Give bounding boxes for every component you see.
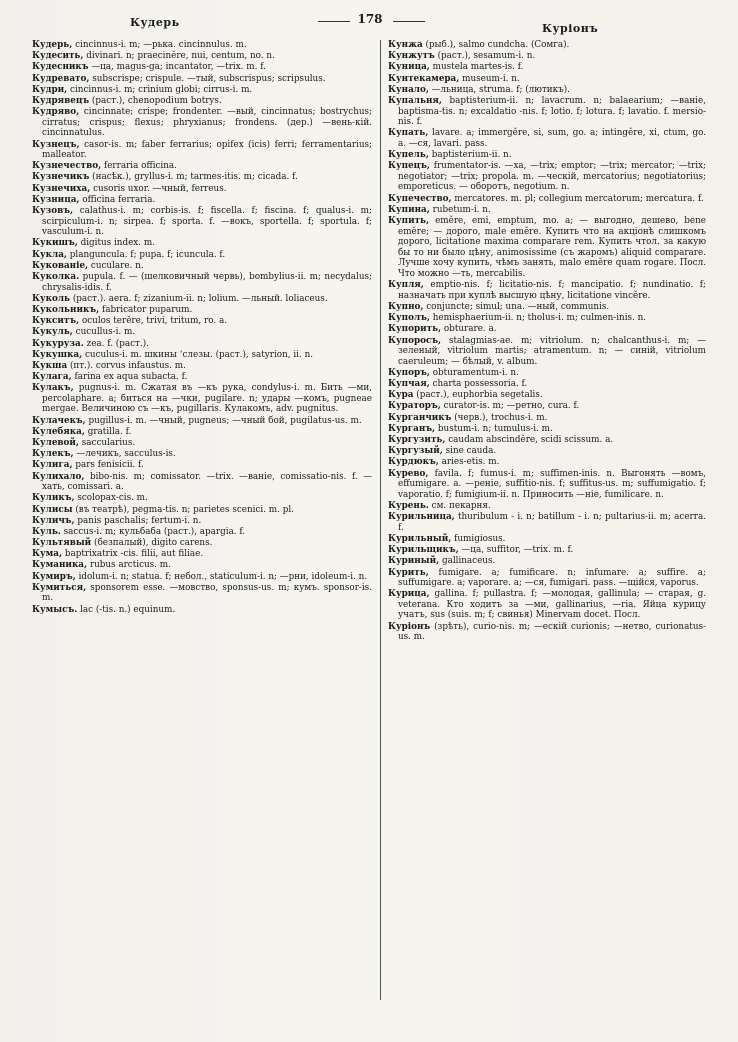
dictionary-entry [388, 40, 706, 51]
entry-definition: oculos terĕre, trivi, tritum, ro. a. [81, 316, 228, 327]
dictionary-entry [32, 438, 372, 449]
entry-headword: Купно, [388, 301, 424, 312]
entry-headword: Кулекъ, [32, 449, 74, 460]
dictionary-entry [388, 446, 706, 457]
dictionary-entry [32, 361, 372, 372]
dictionary-entry [388, 534, 706, 545]
entry-headword: Кулевой, [32, 438, 79, 448]
dictionary-entry [32, 261, 372, 272]
entry-definition: rubus arcticus. m. [89, 560, 171, 571]
entry-definition: —лечикъ, sacculus-is. [76, 449, 176, 460]
entry-definition: saccus-i. m; кульбаба (раст.), apargia. f. [63, 526, 246, 537]
entry-headword: Кукуль, [32, 327, 73, 338]
entry-headword: Кума, [32, 549, 63, 560]
entry-definition: (раст.), sesamum-i. n. [437, 51, 536, 62]
entry-definition: baptisterium-ii. n; lavacrum. n; balaearium; —ваніе, baptisma-tis. n; excaldatio -nis. f; lotio. f; lotura. f; lavatio. f. mersio-nis. f. [398, 95, 706, 128]
entry-definition: pugillus-i. m. —чный, pugneus; —чный бой, pugilatus-us. m. [88, 415, 362, 426]
entry-definition: hemisphaerium-ii. n; tholus-i. m; culmen-inis. n. [432, 313, 647, 324]
entry-definition: pugnus-i. m. Сжатая въ —къ рука, condylus-i. m. Бить —ми, percolaphare. a; биться на —чки, pugilare. n; удары —комъ, pugneae mergae. Величиною съ —къ, pugillaris. Кулакомъ, adv. pugnitus. [42, 383, 372, 415]
dictionary-entry [388, 413, 706, 424]
entry-headword: Куликъ, [32, 493, 75, 504]
dictionary-entry [32, 427, 372, 438]
dictionary-entry [32, 449, 372, 460]
dictionary-entry [32, 305, 372, 316]
entry-headword: Кукла, [32, 249, 67, 260]
dictionary-entry [388, 302, 706, 313]
dictionary-entry [388, 96, 706, 128]
entry-definition: cusoris uxor. —чный, ferreus. [93, 183, 227, 194]
dictionary-entry [32, 493, 372, 504]
dictionary-entry [388, 205, 706, 216]
entry-headword: Курдюкъ, [388, 457, 439, 468]
entry-definition: lavare. a; immergĕre, si, sum, go. a; intingĕre, xi, ctum, go. a. —ся, lavari. pass. [398, 128, 706, 149]
entry-headword: Куль. [32, 526, 61, 537]
entry-definition: cincinnus-i. m; crinium globi; cirrus-i. m. [70, 84, 253, 95]
entry-headword: Кузнечество, [32, 161, 102, 172]
dictionary-entry [32, 272, 372, 293]
dictionary-entry [32, 339, 372, 350]
dictionary-entry [388, 85, 706, 96]
entry-headword: Кукольникъ, [32, 304, 100, 315]
dictionary-entry [32, 107, 372, 139]
entry-headword: Куполъ, [388, 313, 430, 324]
dictionary-entry [32, 51, 372, 62]
entry-definition: gallinaceus. [441, 556, 496, 567]
entry-headword: Кулихало, [32, 471, 85, 482]
entry-definition: (въ театрѣ), pegma-tis. n; parietes scenici. m. pl. [75, 504, 294, 515]
entry-headword: Кукишъ, [32, 238, 78, 249]
dictionary-entry [32, 583, 372, 604]
entry-headword: Кулига, [32, 460, 73, 471]
entry-headword: Кулага, [32, 372, 72, 383]
dictionary-entry [388, 401, 706, 412]
column-divider [380, 40, 381, 1000]
entry-headword: Кузница, [32, 194, 80, 205]
page-number: 178 [357, 12, 383, 26]
dictionary-entry [388, 128, 706, 149]
dictionary-entry [32, 184, 372, 195]
dictionary-entry [388, 194, 706, 205]
dictionary-entry [32, 605, 372, 616]
header-rule-right [393, 21, 425, 22]
entry-headword: Кунало, [388, 84, 429, 95]
dictionary-entry [388, 469, 706, 501]
entry-headword: Курганъ, [388, 423, 436, 434]
entry-headword: Культявый [32, 538, 92, 549]
entry-headword: Кузнечиха, [32, 183, 91, 194]
entry-definition: aries-etis. m. [441, 457, 500, 468]
entry-headword: Купчая, [388, 379, 430, 390]
entry-headword: Кулакъ, [32, 383, 74, 394]
dictionary-entry [32, 460, 372, 471]
entry-definition: (зрѣть), curio-nis. m; —ескій curionis; —нетво, curionatus-us. m. [398, 621, 706, 643]
entry-definition: —ца, magus-ga; incantator, —trix. m. f. [91, 62, 266, 73]
entry-headword: Кузнецъ, [32, 139, 80, 150]
entry-headword: Курильный, [388, 533, 452, 544]
entry-headword: Купецъ, [388, 161, 430, 172]
dictionary-entry [388, 390, 706, 401]
entry-definition: (рыб.), salmo cundcha. (Сомга). [425, 40, 570, 50]
entry-definition: lac (-tis. n.) equinum. [80, 604, 176, 615]
entry-definition: panis paschalis; fertum-i. n. [77, 515, 202, 526]
entry-definition: (раст.), euphorbia segetalis. [416, 390, 543, 401]
dictionary-entry [388, 568, 706, 589]
entry-headword: Куколь [32, 293, 71, 304]
entry-headword: Купить, [388, 216, 430, 227]
entry-definition: frumentator-is. —ха, —trix; emptor; —trix; mercator; —trix; negotiator; —trix; propola. m. —ческій, mercatorius; negotiatorius; emporeticus. — оборотъ, negotium. n. [398, 161, 706, 193]
dictionary-entry [388, 379, 706, 390]
dictionary-entry [32, 294, 372, 305]
entry-definition: bustum-i. n; tumulus-i. m. [437, 423, 553, 434]
entry-headword: Купечество, [388, 193, 452, 204]
dictionary-entry [32, 538, 372, 549]
entry-headword: Кузнечикъ [32, 172, 90, 183]
dictionary-entry [388, 545, 706, 556]
entry-definition: cuculare. n. [90, 260, 144, 271]
entry-definition: fumigare. a; fumificare. n; infumare. a; suffire. a; suffumigare. a; vaporare. a; —ся, fumigari. pass. —щійся, vaporus. [398, 567, 706, 589]
dictionary-entry [388, 51, 706, 62]
entry-definition: obturamentum-i. n. [432, 367, 519, 378]
entry-headword: Кумиръ, [32, 571, 76, 582]
dictionary-entry [32, 40, 372, 51]
entry-definition: digitus index. m. [80, 238, 155, 249]
dictionary-entry [388, 74, 706, 85]
entry-headword: Кукушка, [32, 349, 83, 360]
dictionary-entry [32, 549, 372, 560]
entry-headword: Кургузый, [388, 446, 443, 457]
entry-definition: favila. f; fumus-i. m; suffimen-inis. n. Выгонять —вомъ, effumigare. a. —реніе, suffitio-nis. f; suffitus-us. m; suffumigatio. f; vaporatio. f; fumigium-ii. n. Приносить —ніе, fumilicare. n. [398, 468, 706, 500]
running-head [0, 8, 738, 36]
dictionary-entry [32, 350, 372, 361]
entry-definition: bibo-nis. m; comissator. —trix. —ваніе, comissatio-nis. f. —хать, comissari. a. [42, 471, 372, 493]
entry-headword: Кузовъ, [32, 206, 74, 217]
entry-definition: casor-is. m; faber ferrarius; opifex (icis) ferri; ferramentarius; malleator. [42, 139, 372, 161]
entry-definition: obturare. a. [443, 324, 497, 335]
dictionary-entry [388, 313, 706, 324]
entry-headword: Кумиться, [32, 582, 87, 593]
dictionary-entry [32, 62, 372, 73]
entry-definition: см. пекарня. [431, 500, 491, 511]
dictionary-entry [32, 161, 372, 172]
entry-headword: Купель, [388, 150, 429, 161]
entry-headword: Кудесникъ [32, 62, 89, 73]
dictionary-entry [32, 140, 372, 161]
entry-definition: baptisterium-ii. n. [431, 150, 512, 161]
dictionary-entry [32, 516, 372, 527]
header-last-word: Куріонъ [542, 22, 599, 35]
dictionary-entry [32, 383, 372, 415]
entry-definition: farina ex aqua subacta. f. [74, 372, 188, 383]
entry-headword: Кукша [32, 360, 68, 371]
entry-headword: Кудри, [32, 84, 68, 95]
dictionary-entry [32, 327, 372, 338]
entry-headword: Купать, [388, 128, 429, 139]
entry-definition: sponsorem esse. —мовство, sponsus-us. m; кумъ. sponsor-is. m. [42, 582, 372, 604]
entry-definition: (пт.). corvus infaustus. m. [69, 360, 186, 371]
entry-headword: Курица, [388, 589, 430, 600]
entry-definition: cuculus-i. m. шкины ʻслезы. (раст.), satyrion, ii. n. [84, 349, 314, 360]
entry-definition: conjuncte; simul; una. —ный, communis. [426, 301, 610, 312]
entry-definition: (безпалый), digito carens. [94, 538, 213, 549]
entry-headword: Кура [388, 390, 414, 401]
entry-headword: Кулачекъ, [32, 415, 86, 426]
entry-headword: Купоросъ, [388, 335, 442, 346]
entry-definition: divinari. n; praecinĕre, nui, centum, no. n. [86, 51, 275, 62]
dictionary-entry [32, 527, 372, 538]
entry-definition: idolum-i. n; statua. f; небол., staticulum-i. n; —рни, idoleum-i. n. [78, 571, 368, 582]
entry-headword: Курить, [388, 567, 429, 578]
entry-definition: saccularius. [81, 438, 136, 448]
entry-headword: Куница, [388, 62, 430, 73]
entry-headword: Кудесить, [32, 51, 84, 62]
entry-headword: Куличъ, [32, 515, 75, 526]
entry-headword: Курильщикъ, [388, 545, 459, 556]
entry-definition: —льница, struma. f; (лютикъ). [431, 84, 570, 95]
entry-definition: fabricator puparum. [101, 304, 193, 315]
dictionary-entry [32, 316, 372, 327]
entry-headword: Кураторъ, [388, 401, 441, 412]
dictionary-entry [388, 556, 706, 567]
entry-definition: —ца, suffitor, —trix. m. f. [461, 545, 574, 556]
entry-definition: rubetum-i. n. [432, 204, 491, 215]
entry-headword: Купальня, [388, 95, 442, 106]
entry-definition: cincinnus-i. m; —рька. cincinnulus. m. [75, 40, 247, 50]
header-first-word: Кудерь [130, 16, 180, 29]
dictionary-entry [388, 150, 706, 161]
entry-definition: charta possessoria. f. [432, 379, 528, 390]
left-column [32, 40, 372, 1030]
dictionary-entry [388, 424, 706, 435]
entry-definition: plangunculа. f; pupa. f; icuncula. f. [69, 249, 226, 260]
entry-definition: cucullus-i. m. [75, 327, 136, 338]
dictionary-entry [388, 589, 706, 621]
entry-headword: Кургузить, [388, 435, 446, 446]
entry-definition: mercatores. m. pl; collegium mercatorum; mercatura. f. [454, 193, 704, 204]
entry-definition: curator-is. m; —ретно, cura. f. [443, 401, 580, 412]
dictionary-entry [32, 85, 372, 96]
entry-definition: gallina. f; pullastra. f; —молодая, gallinula; — старая, g. veterana. Кто ходитъ за —ми, gallinarius, —ria. Яйца курицу учатъ, sus (suis. m; f; свинья) Minervam docet. Посл. [398, 589, 706, 621]
entry-headword: Купоръ, [388, 367, 430, 378]
entry-headword: Курево, [388, 468, 429, 479]
dictionary-entry [388, 280, 706, 301]
entry-definition: pupula. f. — (шелковичный червь), bombylius-ii. m; necydalus; chrysalis-idis. f. [42, 271, 372, 293]
entry-headword: Кумысъ. [32, 604, 78, 615]
dictionary-entry [32, 560, 372, 571]
entry-definition: zea. f. (раст.). [86, 338, 149, 349]
dictionary-entry [32, 472, 372, 493]
dictionary-entry [388, 324, 706, 335]
entry-definition: museum-i. n. [462, 73, 520, 84]
dictionary-entry [388, 512, 706, 533]
entry-headword: Кудреватo, [32, 73, 90, 84]
entry-definition: cincinnate; crispe; frondenter. —вый, cincinnatus; bostrychus; cirratus; crispus; flexus; phryxianus; frondens. (дер.) —вень-кій. cincinnatulus. [42, 107, 372, 139]
entry-headword: Курганчикъ [388, 412, 452, 423]
dictionary-entry [388, 501, 706, 512]
dictionary-entry [388, 62, 706, 73]
entry-headword: Кунтекамера, [388, 73, 460, 84]
entry-definition: caudam abscindĕre, scidi scissum. a. [448, 435, 614, 446]
entry-definition: calathus-i. m; corbis-is. f; fiscella. f; fiscina. f; qualus-i. m; scirpiculum-i. n; sirpea. f; sporta. f. —вокъ, sportella. f; sportula. f; vasculum-i. n. [42, 206, 372, 238]
dictionary-entry [388, 435, 706, 446]
right-column [388, 40, 706, 1030]
entry-definition: (насѣк.), gryllus-i. m; tarmes-itis. m; cicada. f. [92, 172, 298, 183]
entry-headword: Куманика, [32, 560, 88, 571]
entry-headword: Купля, [388, 280, 424, 291]
entry-headword: Купина, [388, 204, 430, 215]
entry-headword: Курень. [388, 500, 429, 511]
entry-headword: Кунжутъ [388, 51, 435, 62]
entry-definition: gratilla. f. [87, 426, 132, 437]
entry-headword: Кунжа [388, 40, 423, 50]
entry-definition: officina ferraria. [82, 194, 156, 205]
entry-definition: fumigiosus. [454, 533, 506, 544]
dictionary-entry [32, 206, 372, 238]
dictionary-entry [32, 372, 372, 383]
dictionary-entry [32, 96, 372, 107]
dictionary-entry [388, 622, 706, 643]
entry-definition: scolopax-cis. m. [77, 493, 148, 504]
entry-definition: emĕre, emi, emptum, mo. a; — выгодно, дешево, bene emĕre; — дорого, male emĕre. Купить что на акціонѣ слишкомъ дорого, licitatione maxima comparare rem. Купить чтол. за какую бы то ни было цѣну, animosissime (съ жаромъ) aliquid comparare. Лучше хочу купить, чѣмъ занять, malo emĕre quam rogare. Посл. Что можно —ть, mercabilis. [398, 216, 706, 279]
dictionary-entry [32, 505, 372, 516]
entry-definition: stalagmias-ae. m; vitriolum. n; chalcanthus-i. m; — зеленый, vitriolum martis; atramentum. n; — синій, vitriolum caeruleum; — бѣлый, v. album. [398, 335, 706, 367]
entry-definition: subscrispe; crispule. —тый, subscrispus; scripsulus. [92, 73, 326, 84]
entry-headword: Кудерь, [32, 40, 73, 50]
dictionary-entry [388, 336, 706, 368]
dictionary-entry [388, 368, 706, 379]
entry-definition: emptio-nis. f; licitatio-nis. f; mancipatio. f; nundinatio. f; назначать при куплѣ высшую цѣну, licitatione vincĕre. [398, 280, 706, 301]
dictionary-entry [32, 74, 372, 85]
entry-headword: Куколка. [32, 271, 80, 282]
dictionary-entry [32, 172, 372, 183]
entry-definition: (раст.), chenopodium botrys. [91, 95, 222, 106]
entry-definition: baptrixatrix -cis. filii, aut filiae. [64, 549, 204, 560]
dictionary-entry [388, 457, 706, 468]
entry-definition: mustela martes-is. f. [432, 62, 524, 73]
dictionary-entry [32, 250, 372, 261]
entry-headword: Кудряво, [32, 107, 80, 118]
dictionary-entry [388, 161, 706, 193]
entry-headword: Куріонъ [388, 621, 431, 632]
entry-headword: Кукованіе, [32, 260, 89, 271]
entry-definition: ferraria officina. [103, 161, 177, 172]
entry-definition: (черв.), trochus-i. m. [454, 412, 548, 423]
dictionary-entry [32, 195, 372, 206]
entry-headword: Кулисы [32, 504, 73, 515]
entry-headword: Купорить, [388, 324, 442, 335]
entry-headword: Куриный, [388, 556, 440, 567]
dictionary-entry [388, 216, 706, 280]
entry-headword: Кудрявецъ [32, 95, 90, 106]
entry-headword: Кулебяка, [32, 426, 85, 437]
entry-headword: Курильница, [388, 512, 455, 523]
dictionary-entry [32, 238, 372, 249]
entry-headword: Кукситъ, [32, 316, 80, 327]
dictionary-entry [32, 572, 372, 583]
entry-definition: thuribulum - i. n; batillum - i. n; pultarius-ii. m; acerra. f. [398, 512, 706, 533]
entry-definition: (раст.). aera. f; zizanium-ii. n; lolium. —льный. loliaceus. [72, 293, 328, 304]
entry-definition: pars fenisicii. f. [75, 460, 144, 471]
dictionary-entry [32, 416, 372, 427]
entry-headword: Кукуруза. [32, 338, 84, 349]
entry-definition: sine cauda. [445, 446, 497, 457]
